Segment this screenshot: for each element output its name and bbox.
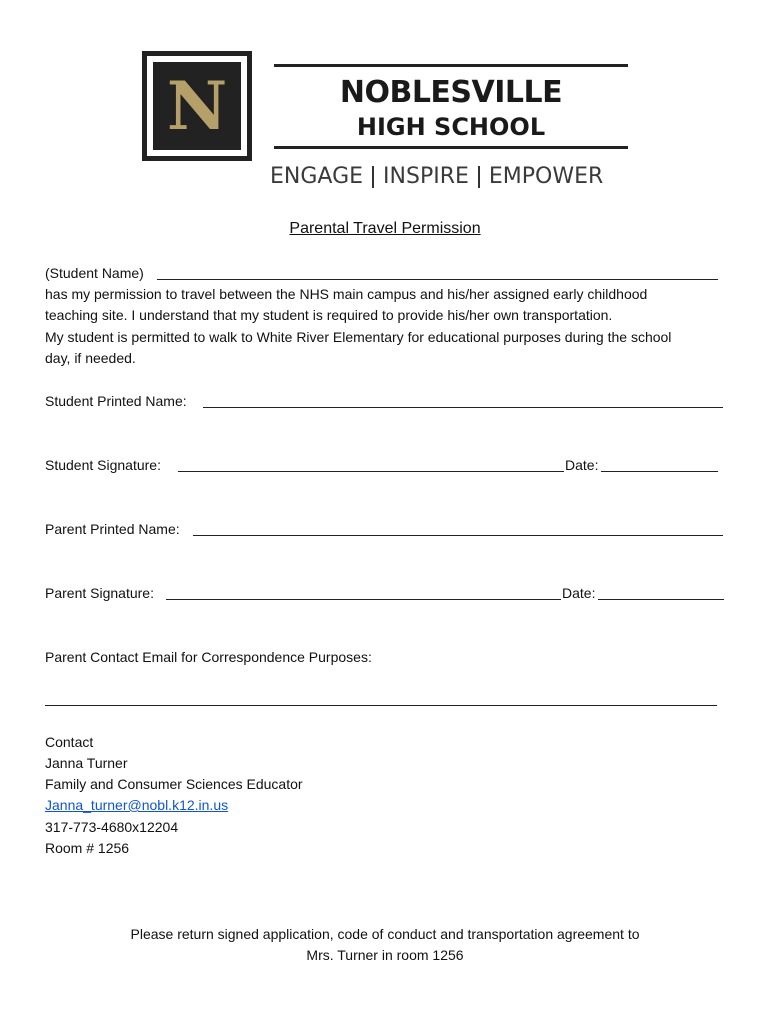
motto-separator xyxy=(478,166,480,188)
parent-printed-name-label: Parent Printed Name: xyxy=(45,521,180,537)
contact-name: Janna Turner xyxy=(45,755,128,771)
parent-signature-field[interactable] xyxy=(166,599,561,600)
parent-email-field[interactable] xyxy=(45,705,717,706)
parent-signature-label: Parent Signature: xyxy=(45,585,154,601)
return-instructions-line-1: Please return signed application, code of conduct and transportation agreement to xyxy=(130,926,640,942)
logo-bottom-rule xyxy=(274,146,628,149)
student-printed-name-field[interactable] xyxy=(203,407,723,408)
student-name-field[interactable] xyxy=(157,279,718,280)
return-instructions-line-2: Mrs. Turner in room 1256 xyxy=(306,947,464,963)
student-signature-field[interactable] xyxy=(178,471,564,472)
school-motto xyxy=(270,162,632,192)
student-signature-label: Student Signature: xyxy=(45,457,161,473)
logo-top-rule xyxy=(274,64,628,67)
student-date-label: Date: xyxy=(565,457,599,473)
contact-role: Family and Consumer Sciences Educator xyxy=(45,776,303,792)
parent-date-field[interactable] xyxy=(598,599,724,600)
form-title: Parental Travel Permission xyxy=(289,220,481,237)
school-name: NOBLESVILLE xyxy=(339,75,563,110)
parent-email-label: Parent Contact Email for Correspondence Purposes: xyxy=(45,649,372,665)
permission-text-line-4: day, if needed. xyxy=(45,350,136,366)
student-date-field[interactable] xyxy=(601,471,718,472)
school-subtitle: HIGH SCHOOL xyxy=(356,113,546,141)
logo-letter: N xyxy=(166,67,228,145)
contact-room: Room # 1256 xyxy=(45,840,130,856)
motto-word-empower: EMPOWER xyxy=(488,164,604,189)
student-name-label: (Student Name) xyxy=(45,265,144,281)
contact-phone: 317-773-4680x12204 xyxy=(45,819,179,835)
parent-date-label: Date: xyxy=(562,585,596,601)
logo-inner-square xyxy=(153,62,241,150)
contact-heading: Contact xyxy=(45,734,94,750)
permission-text-line-1: has my permission to travel between the NHS main campus and his/her assigned early childhood xyxy=(45,286,648,302)
permission-text-line-3: My student is permitted to walk to White River Elementary for educational purposes during the school xyxy=(45,329,672,345)
motto-word-inspire: INSPIRE xyxy=(383,164,469,189)
motto-separator xyxy=(372,166,374,188)
parent-printed-name-field[interactable] xyxy=(193,535,723,536)
school-logo xyxy=(142,51,252,161)
permission-text-line-2: teaching site. I understand that my student is required to provide his/her own transportation. xyxy=(45,307,613,323)
student-printed-name-label: Student Printed Name: xyxy=(45,393,187,409)
contact-email-link[interactable]: Janna_turner@nobl.k12.in.us xyxy=(45,797,229,813)
motto-word-engage: ENGAGE xyxy=(270,164,364,189)
